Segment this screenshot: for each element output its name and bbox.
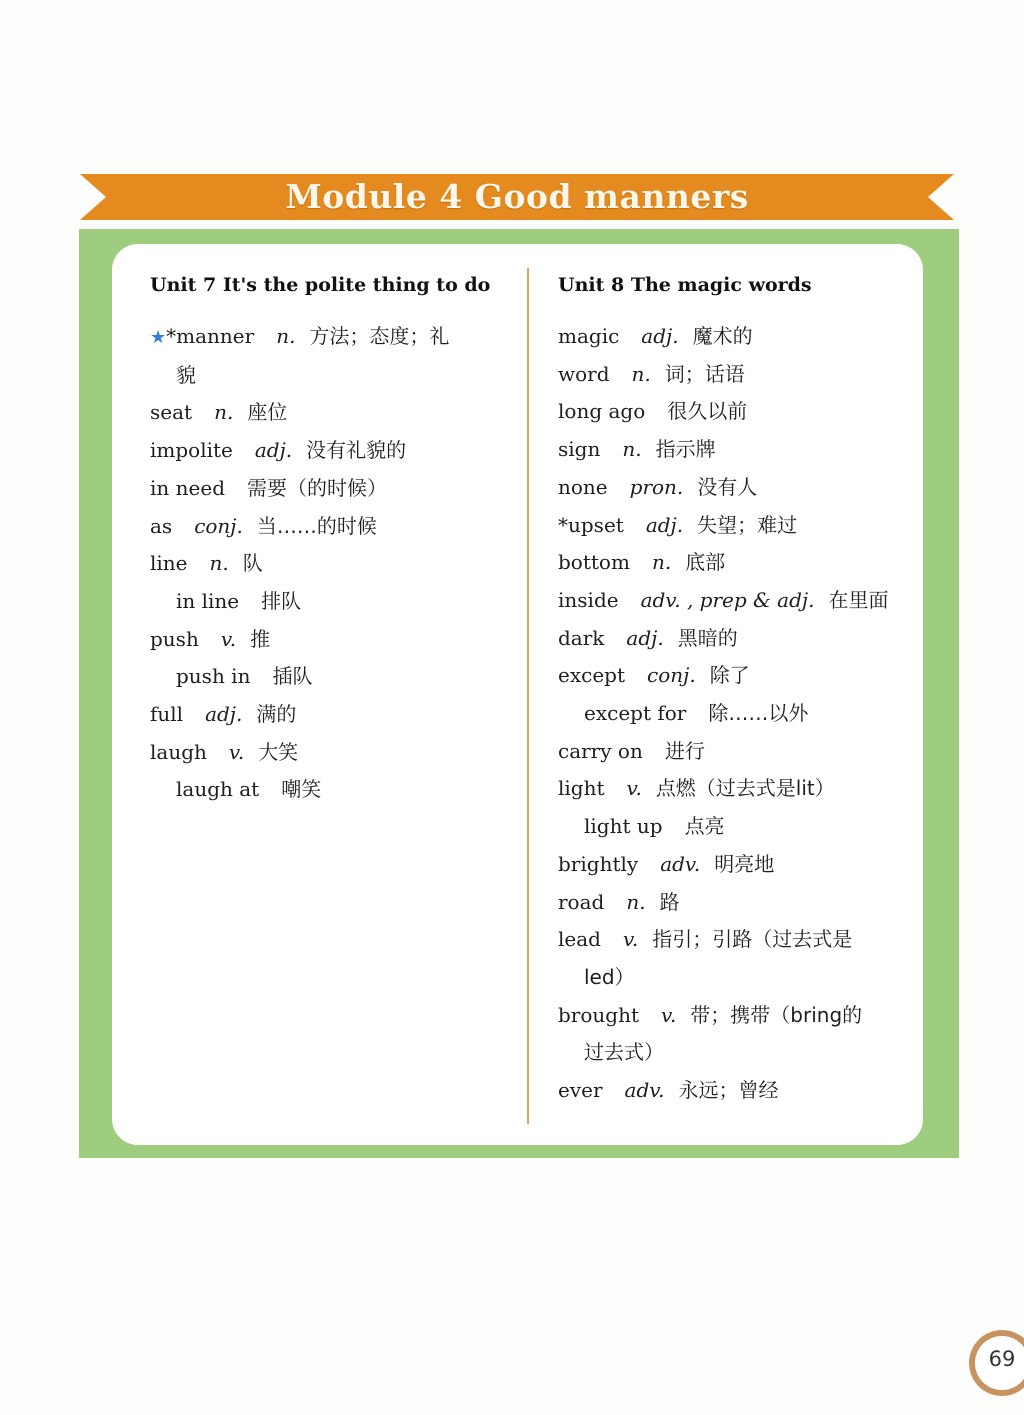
vocab-entry: [558, 846, 923, 884]
unit-7-word-list: [150, 318, 510, 809]
part-of-speech: pron.: [629, 474, 684, 499]
part-of-speech: v.: [228, 739, 245, 764]
vocab-word: bottom: [558, 550, 630, 575]
chinese-meaning: 失望；难过: [697, 512, 798, 537]
unit-8-title: Unit 8 The magic words: [558, 274, 812, 296]
vocab-entry: [558, 431, 923, 469]
chinese-meaning: led）: [584, 964, 635, 989]
chinese-meaning: 点燃（过去式是lit）: [655, 776, 835, 801]
vocab-entry: [558, 657, 923, 695]
chinese-meaning: 方法；态度；礼: [309, 324, 450, 348]
vocab-entry: [150, 545, 510, 583]
chinese-meaning: 带；携带（bring的: [690, 1002, 863, 1027]
chinese-meaning: 推: [250, 626, 271, 651]
chinese-meaning: 队: [242, 551, 263, 576]
vocab-entry: [558, 997, 923, 1035]
vocab-word: *manner: [166, 324, 255, 348]
vocab-word: seat: [150, 400, 193, 425]
part-of-speech: adj.: [641, 324, 679, 348]
vocab-entry: [558, 544, 923, 582]
unit-8-word-list: [558, 318, 923, 1110]
vocab-word: sign: [558, 437, 601, 462]
vocab-word: road: [558, 889, 605, 914]
part-of-speech: adv.: [624, 1078, 665, 1103]
vocab-entry: [150, 771, 510, 809]
vocab-word: light: [558, 776, 605, 801]
part-of-speech: n.: [276, 324, 296, 348]
chinese-meaning: 很久以前: [667, 399, 748, 424]
chinese-meaning: 指示牌: [655, 437, 716, 462]
vocab-word: magic: [558, 324, 620, 348]
chinese-meaning: 座位: [247, 400, 288, 425]
unit-7-column: [150, 270, 510, 809]
chinese-meaning: 除……以外: [708, 701, 809, 726]
vocab-word: long ago: [558, 399, 646, 424]
vocab-entry: [558, 507, 923, 545]
part-of-speech: adj.: [645, 512, 684, 537]
vocab-entry: [558, 695, 923, 733]
part-of-speech: n.: [209, 551, 229, 576]
vocab-word: brought: [558, 1002, 640, 1027]
chinese-meaning: 进行: [664, 738, 705, 763]
vocab-entry: [150, 470, 510, 508]
vocab-entry: [558, 733, 923, 771]
chinese-meaning: 词；话语: [664, 361, 745, 386]
part-of-speech: n.: [214, 400, 234, 425]
vocab-entry: [150, 394, 510, 432]
part-of-speech: v.: [220, 626, 237, 651]
vocab-entry: [558, 356, 923, 394]
chinese-meaning: 需要（的时候）: [247, 475, 387, 500]
vocab-word: *upset: [558, 512, 624, 537]
vocab-word: dark: [558, 625, 605, 650]
vocab-entry: [150, 318, 510, 357]
vocab-entry: [150, 734, 510, 772]
part-of-speech: adv.: [660, 851, 701, 876]
chinese-meaning: 没有人: [697, 474, 758, 499]
part-of-speech: v.: [626, 776, 642, 801]
chinese-meaning: 指引；引路（过去式是: [652, 927, 853, 952]
chinese-meaning: 黑暗的: [677, 625, 738, 650]
module-title: Module 4 Good manners: [285, 177, 749, 216]
vocab-word: as: [150, 513, 173, 538]
chinese-meaning: 永远；曾经: [678, 1078, 779, 1103]
chinese-meaning: 魔术的: [692, 324, 753, 348]
vocab-word: laugh: [150, 739, 207, 764]
unit-7-title: Unit 7 It's the polite thing to do: [150, 274, 491, 296]
vocab-word: word: [558, 361, 610, 386]
chinese-meaning: 底部: [685, 550, 726, 575]
vocab-word: line: [150, 551, 188, 576]
vocab-entry: [558, 582, 923, 620]
vocab-word: light up: [584, 814, 663, 839]
vocab-entry: [558, 770, 923, 808]
part-of-speech: n.: [626, 889, 646, 914]
unit-8-column: [558, 270, 923, 1110]
vocab-word: except for: [584, 701, 687, 726]
star-icon: ★: [150, 327, 167, 348]
vocab-word: impolite: [150, 438, 233, 463]
vocab-entry: [150, 508, 510, 546]
chinese-meaning: 满的: [256, 702, 297, 727]
vocab-word: push in: [176, 664, 251, 689]
vocab-entry: [558, 1072, 923, 1110]
vocab-entry: [558, 393, 923, 431]
part-of-speech: adj.: [626, 625, 664, 650]
vocab-entry: [150, 658, 510, 696]
vocab-word: inside: [558, 587, 619, 612]
column-divider: [527, 268, 529, 1124]
vocab-entry: [558, 469, 923, 507]
part-of-speech: adv. , prep & adj.: [640, 587, 815, 612]
entry-continuation: [558, 1034, 923, 1072]
vocab-entry: [558, 808, 923, 846]
chinese-meaning: 没有礼貌的: [306, 438, 407, 463]
chinese-meaning: 嘲笑: [281, 777, 322, 802]
vocab-word: lead: [558, 927, 601, 952]
chinese-meaning: 当……的时候: [256, 513, 377, 538]
vocab-word: in line: [176, 588, 240, 613]
part-of-speech: n.: [622, 437, 642, 462]
vocab-entry: [558, 921, 923, 959]
chinese-meaning: 过去式）: [584, 1040, 664, 1065]
vocab-entry: [150, 696, 510, 734]
chinese-meaning: 排队: [261, 588, 302, 613]
module-banner: [80, 174, 954, 220]
chinese-meaning: 点亮: [684, 814, 725, 839]
vocab-word: push: [150, 626, 199, 651]
vocab-word: none: [558, 474, 608, 499]
vocab-entry: [558, 884, 923, 922]
vocab-word: in need: [150, 475, 225, 500]
page-number: 69: [988, 1347, 1016, 1371]
part-of-speech: n.: [651, 550, 672, 575]
vocab-word: brightly: [558, 851, 639, 876]
chinese-meaning: 路: [659, 889, 680, 914]
part-of-speech: conj.: [194, 513, 243, 538]
vocab-entry: [558, 318, 923, 356]
vocab-word: ever: [558, 1078, 603, 1103]
vocab-word: except: [558, 663, 625, 688]
chinese-meaning: 貌: [176, 362, 196, 387]
chinese-meaning: 大笑: [258, 739, 299, 764]
part-of-speech: adj.: [254, 438, 293, 463]
vocab-entry: [150, 621, 510, 659]
chinese-meaning: 明亮地: [714, 851, 775, 876]
part-of-speech: adj.: [205, 702, 243, 727]
part-of-speech: v.: [661, 1002, 677, 1027]
vocab-entry: [558, 620, 923, 658]
part-of-speech: n.: [631, 361, 651, 386]
chinese-meaning: 除了: [709, 663, 750, 688]
vocab-word: laugh at: [176, 777, 260, 802]
vocab-word: carry on: [558, 738, 643, 763]
vocab-entry: [150, 432, 510, 470]
entry-continuation: [150, 357, 510, 395]
chinese-meaning: 插队: [272, 664, 313, 689]
vocab-word: full: [150, 702, 184, 727]
entry-continuation: [558, 959, 923, 997]
vocab-entry: [150, 583, 510, 621]
part-of-speech: conj.: [647, 663, 696, 688]
part-of-speech: v.: [622, 927, 639, 952]
chinese-meaning: 在里面: [828, 587, 889, 612]
